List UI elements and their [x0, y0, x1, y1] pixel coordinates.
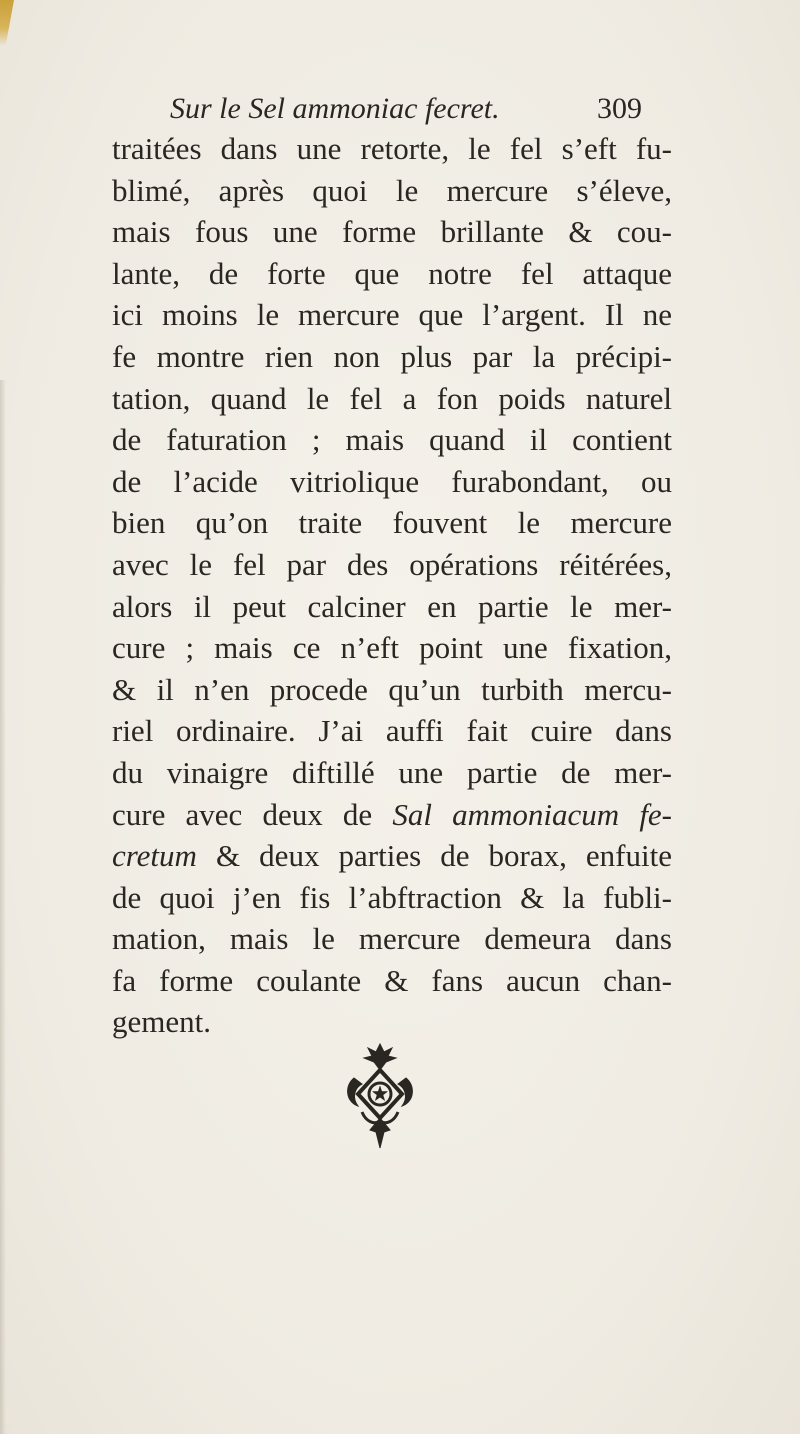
text-line: & il n’en procede qu’un turbith mercu-: [112, 671, 672, 707]
text-line: fa forme coulante & fans aucun chan-: [112, 962, 672, 998]
text-line: traitées dans une retorte, le fel s’eft fu-: [112, 131, 672, 166]
text-line: de faturation ; mais quand il contient: [112, 422, 672, 458]
text-line: alors il peut calciner en partie le mer-: [112, 588, 672, 624]
text-line: mation, mais le mercure demeura dans: [112, 921, 672, 957]
page-left-edge-shadow: [0, 380, 6, 1434]
text-line: cure ; mais ce n’eft point une fixation,: [112, 630, 672, 666]
running-head: Sur le Sel ammoniac fecret.: [170, 92, 500, 125]
text-line: cure avec deux de Sal ammoniacum fe-: [112, 796, 673, 832]
italic-latin-term: cretum: [112, 838, 197, 874]
page-corner-mark: [0, 0, 14, 46]
italic-latin-term: Sal ammoniacum fe-: [392, 796, 673, 832]
text-line: de quoi j’en fis l’abftraction & la fubli-: [112, 879, 672, 915]
text-line: cretum & deux parties de borax, enfuite: [112, 838, 672, 874]
text-line: lante, de forte que notre fel attaque: [112, 255, 672, 291]
text-line: de l’acide vitriolique furabondant, ou: [112, 463, 672, 499]
text-line: riel ordinaire. J’ai auffi fait cuire dans: [112, 713, 672, 749]
text-line: bien qu’on traite fouvent le mercure: [112, 505, 672, 541]
text-line: mais fous une forme brillante & cou-: [112, 214, 672, 250]
page-number: 309: [597, 92, 642, 125]
text-line: fe montre rien non plus par la précipi-: [112, 338, 672, 374]
page-header: [170, 92, 670, 132]
text-line: gement.: [112, 1004, 211, 1040]
text-line: tation, quand le fel a fon poids naturel: [112, 380, 672, 416]
fleuron-ornament-icon: [340, 1040, 420, 1152]
body-text: [112, 128, 672, 1043]
text-line: du vinaigre diftillé une partie de mer-: [112, 754, 672, 790]
text-line: blimé, après quoi le mercure s’éleve,: [112, 172, 672, 208]
text-line: ici moins le mercure que l’argent. Il ne: [112, 297, 672, 333]
text-line: avec le fel par des opérations réitérées,: [112, 546, 672, 582]
